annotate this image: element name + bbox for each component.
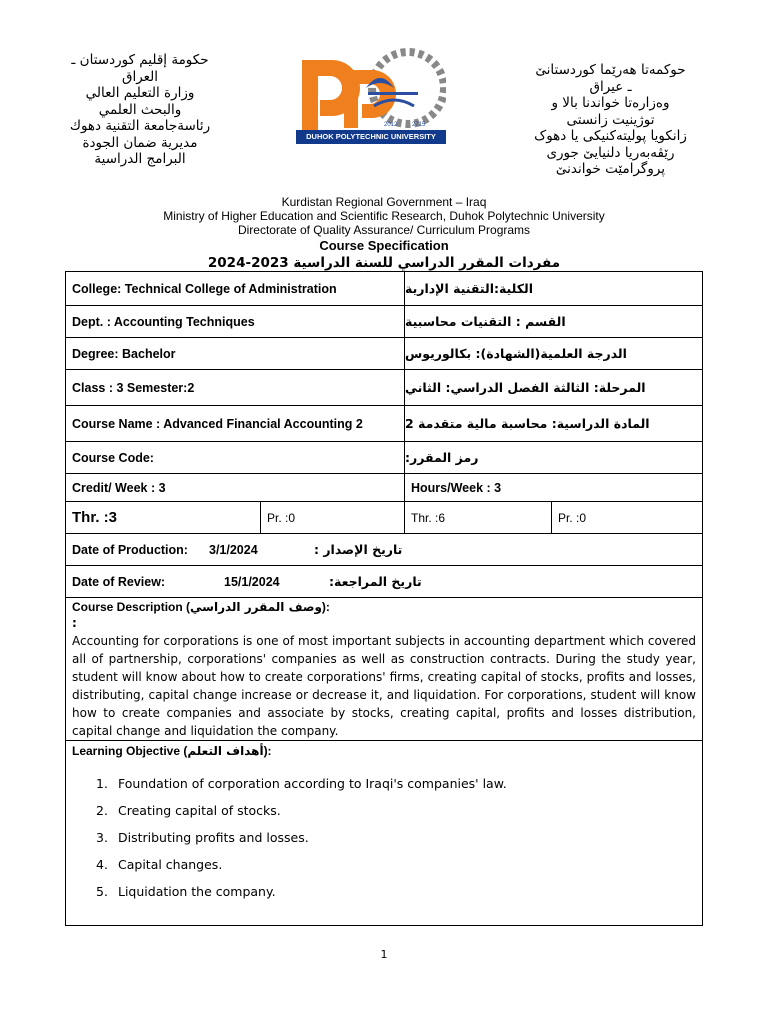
objective-number: 2. — [96, 803, 108, 818]
objective-number: 3. — [96, 830, 108, 845]
list-item — [96, 884, 507, 911]
theory-hours-2: Thr. :6 — [405, 502, 552, 533]
objectives-label-text: Learning Objective ( — [72, 744, 188, 758]
header-ku-line: حوکمەتا هەرێما کوردستانێ — [535, 62, 686, 78]
header-ar-line: حكومة إقليم كوردستان ـ — [71, 52, 209, 68]
objective-number: 1. — [96, 776, 108, 791]
class-ar: المرحلة: الثالثة الفصل الدراسي: الثاني — [405, 379, 646, 395]
header-ar-line: وزارة التعليم العالي — [85, 85, 195, 101]
table-row — [66, 306, 702, 338]
course-code-ar: رمز المقرر: — [405, 450, 479, 465]
review-date-value: 15/1/2024 — [224, 574, 280, 589]
list-item — [96, 830, 507, 857]
center-line-government: Kurdistan Regional Government – Iraq — [281, 195, 487, 209]
table-row — [66, 474, 702, 502]
header-ku-line: رێڤەبەریا دلنیایێ جوری — [546, 144, 675, 161]
credit-week: Credit/ Week : 3 — [66, 474, 405, 501]
learning-objectives-label — [72, 742, 696, 760]
description-label-end: ): — [321, 600, 330, 614]
header-ar-line: رئاسةجامعة التقنية دهوك — [69, 118, 211, 134]
header-ku-line: زانکویا پولیتەکنیکی یا دهوک — [534, 128, 687, 144]
degree-en: Degree: Bachelor — [66, 338, 405, 369]
list-item — [96, 776, 507, 803]
hours-week: Hours/Week : 3 — [411, 480, 502, 495]
practical-hours-2: Pr. :0 — [558, 510, 587, 525]
logo-year-right: 2715 — [412, 122, 426, 128]
logo-year-left: 2012 — [384, 122, 398, 128]
practical-hours-1: Pr. :0 — [261, 502, 405, 533]
header-arabic-block — [40, 52, 240, 168]
course-spec-title-arabic: مفردات المقرر الدراسي للسنة الدراسية 2023-2024 — [207, 255, 561, 271]
college-en: College: Technical College of Administration — [66, 272, 405, 305]
production-date-value: 3/1/2024 — [209, 542, 258, 557]
table-row — [66, 406, 702, 442]
table-row — [66, 272, 702, 306]
center-line-directorate: Directorate of Quality Assurance/ Curriculum Programs — [237, 223, 531, 237]
description-label-arabic: وصف المقرر الدراسي — [190, 600, 322, 614]
dept-ar: القسم : التقنيات محاسبية — [405, 314, 566, 329]
description-colon: : — [72, 616, 77, 630]
objective-number: 4. — [96, 857, 108, 872]
objective-text: Liquidation the company. — [118, 884, 276, 899]
course-description-body: Accounting for corporations is one of most important subjects in accounting department which covered all of partnership, corporations' companies as well as construction contracts. During the study year, student will know about how to create corporations' firms, creating capital of stocks, profits and losses, distributing, capital change increase or decrease it, and liquidation. For corporations, student will know how to create companies and associate by stocks, creating capital, profits and losses distribution, capital change and liquidation the company. — [72, 634, 696, 738]
table-row — [66, 502, 702, 534]
production-date-ar: تاريخ الإصدار : — [314, 542, 403, 557]
header-ku-line: پروگرامێت خواندنێ — [555, 161, 666, 177]
course-code-en: Course Code: — [66, 442, 405, 473]
objective-number: 5. — [96, 884, 108, 899]
class-en: Class : 3 Semester:2 — [66, 370, 405, 405]
header-ar-line: البرامج الدراسية — [94, 151, 186, 167]
header-ku-line: توژینیت زانستی — [566, 111, 655, 128]
header-ar-line: والبحث العلمي — [98, 101, 182, 118]
header-kurdish-block — [498, 62, 723, 178]
course-spec-title: Course Specification — [319, 238, 449, 253]
header-ku-line: وەزارەتا خواندنا بالا و — [551, 95, 670, 111]
table-row — [66, 534, 702, 566]
production-date-label: Date of Production: — [72, 542, 188, 557]
table-row — [66, 566, 702, 598]
course-description-section — [66, 598, 702, 741]
list-item — [96, 857, 507, 884]
list-item — [96, 803, 507, 830]
table-row — [66, 338, 702, 370]
page-number: 1 — [380, 948, 388, 961]
college-ar: الكلية:التقنية الإدارية — [405, 281, 534, 296]
objective-text: Creating capital of stocks. — [118, 803, 281, 818]
objective-text: Foundation of corporation according to Iraqi's companies' law. — [118, 776, 507, 791]
dept-en: Dept. : Accounting Techniques — [66, 306, 405, 337]
degree-ar: الدرجة العلمية(الشهادة): بكالوريوس — [405, 346, 627, 361]
objectives-label-end: ): — [263, 744, 272, 758]
objectives-list — [96, 776, 507, 911]
header-ar-line: مديرية ضمان الجودة — [82, 134, 198, 151]
course-spec-table — [65, 271, 703, 926]
course-name-ar: المادة الدراسية: محاسبة مالية متقدمة 2 — [405, 415, 650, 431]
table-row — [66, 442, 702, 474]
course-name-en: Course Name : Advanced Financial Accounting 2 — [66, 406, 405, 441]
objectives-label-arabic: أهداف التعلم — [187, 744, 264, 758]
center-line-ministry: Ministry of Higher Education and Scientific Research, Duhok Polytechnic University — [163, 209, 605, 223]
logo-caption: DUHOK POLYTECHNIC UNIVERSITY — [296, 130, 446, 144]
table-row — [66, 370, 702, 406]
header-ku-line: ـ عیراق — [589, 78, 632, 95]
objective-text: Capital changes. — [118, 857, 223, 872]
review-date-label: Date of Review: — [72, 574, 166, 589]
review-date-ar: تاريخ المراجعة: — [329, 574, 422, 589]
description-label-text: Course Description ( — [72, 600, 191, 614]
header-ar-line: العراق — [121, 68, 159, 85]
theory-hours-1: Thr. :3 — [66, 502, 261, 533]
objective-text: Distributing profits and losses. — [118, 830, 309, 845]
